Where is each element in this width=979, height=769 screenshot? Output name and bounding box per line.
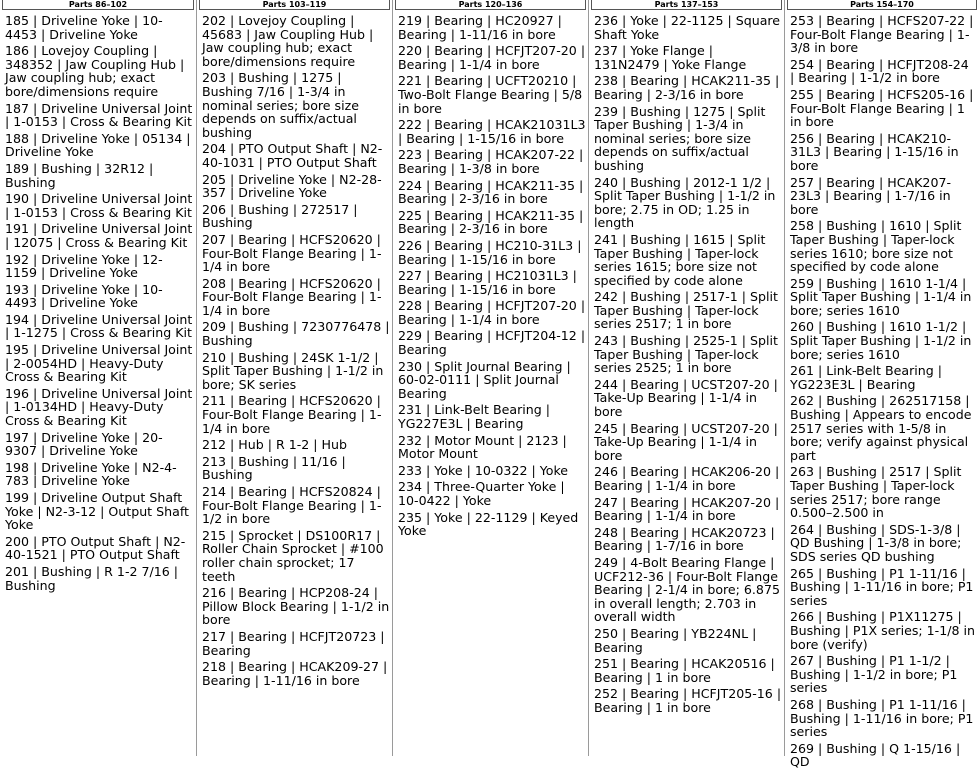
- part-entry: 220 | Bearing | HCFJT207-20 | Bearing | 1-1/4 in bore: [398, 43, 586, 72]
- parts-entry-list: [393, 10, 588, 538]
- part-entry: 239 | Bushing | 1275 | Split Taper Bushing | 1-3/4 in nominal series; bore size depends on suffix/actual bushing: [594, 103, 766, 173]
- part-entry: 190 | Driveline Universal Joint | 1-0153 | Cross & Bearing Kit: [5, 191, 193, 220]
- part-entry: 249 | 4-Bolt Bearing Flange | UCF212-36 | Four-Bolt Flange Bearing | 2-1/4 in bore; 6.875 in overall length; 2.703 in overall width: [594, 554, 780, 625]
- part-entry: 196 | Driveline Universal Joint | 1-0134HD | Heavy-Duty Cross & Bearing Kit: [5, 385, 193, 429]
- part-entry: 226 | Bearing | HC210-31L3 | Bearing | 1-15/16 in bore: [398, 237, 582, 267]
- part-entry: 186 | Lovejoy Coupling | 348352 | Jaw Coupling Hub | Jaw coupling hub; exact bore/dimensions require: [5, 43, 185, 99]
- part-entry: 229 | Bearing | HCFJT204-12 | Bearing: [398, 328, 586, 358]
- part-entry: 211 | Bearing | HCFS20620 | Four-Bolt Flange Bearing | 1-1/4 in bore: [202, 393, 382, 436]
- part-entry: 192 | Driveline Yoke | 12-1159 | Driveline Yoke: [5, 251, 163, 281]
- column-header: Parts 86–102: [2, 0, 194, 10]
- parts-column-1: [0, 0, 197, 756]
- part-entry: 218 | Bearing | HCAK209-27 | Bearing | 1-11/16 in bore: [202, 659, 388, 688]
- part-entry: 227 | Bearing | HC21031L3 | Bearing | 1-15/16 in bore: [398, 268, 577, 297]
- part-entry: 245 | Bearing | UCST207-20 | Take-Up Bearing | 1-1/4 in bore: [594, 420, 778, 463]
- parts-entry-list: [589, 10, 784, 715]
- parts-entry-list: [197, 10, 392, 687]
- part-entry: 198 | Driveline Yoke | N2-4-783 | Driveline Yoke: [5, 459, 177, 489]
- part-entry: 223 | Bearing | HCAK207-22 | Bearing | 1-3/8 in bore: [398, 147, 584, 176]
- part-entry: 204 | PTO Output Shaft | N2-40-1031 | PTO Output Shaft: [202, 141, 383, 170]
- parts-column-2: [197, 0, 393, 756]
- part-entry: 265 | Bushing | P1 1-11/16 | Bushing | 1-11/16 in bore; P1 series: [790, 565, 974, 608]
- part-entry: 185 | Driveline Yoke | 10-4453 | Driveline Yoke: [5, 13, 163, 42]
- part-entry: 221 | Bearing | UCFT20210 | Two-Bolt Flange Bearing | 5/8 in bore: [398, 73, 583, 116]
- part-entry: 214 | Bearing | HCFS20824 | Four-Bolt Flange Bearing | 1-1/2 in bore: [202, 484, 382, 527]
- part-entry: 256 | Bearing | HCAK210-31L3 | Bearing | 1-15/16 in bore: [790, 130, 959, 173]
- part-entry: 261 | Link-Belt Bearing | YG223E3L | Bearing: [790, 363, 943, 392]
- part-entry: 242 | Bushing | 2517-1 | Split Taper Bushing | Taper-lock series 2517; 1 in bore: [594, 289, 778, 332]
- part-entry: 247 | Bearing | HCAK207-20 | Bearing | 1-1/4 in bore: [594, 494, 780, 524]
- part-entry: 210 | Bushing | 24SK 1-1/2 | Split Taper Bushing | 1-1/2 in bore; SK series: [202, 349, 384, 392]
- part-entry: 254 | Bearing | HCFJT208-24 | Bearing | 1-1/2 in bore: [790, 56, 969, 86]
- part-entry: 248 | Bearing | HCAK20723 | Bearing | 1-7/16 in bore: [594, 524, 775, 554]
- part-entry: 228 | Bearing | HCFJT207-20 | Bearing | 1-1/4 in bore: [398, 298, 586, 327]
- part-entry: 199 | Driveline Output Shaft Yoke | N2-3-12 | Output Shaft Yoke: [5, 490, 189, 533]
- part-entry: 224 | Bearing | HCAK211-35 | Bearing | 2-3/16 in bore: [398, 177, 584, 207]
- parts-column-4: [589, 0, 785, 756]
- part-entry: 243 | Bushing | 2525-1 | Split Taper Bushing | Taper-lock series 2525; 1 in bore: [594, 333, 778, 376]
- part-entry: 267 | Bushing | P1 1-1/2 | Bushing | 1-1/2 in bore; P1 series: [790, 653, 958, 696]
- part-entry: 208 | Bearing | HCFS20620 | Four-Bolt Flange Bearing | 1-1/4 in bore: [202, 275, 382, 318]
- part-entry: 251 | Bearing | HCAK20516 | Bearing | 1 in bore: [594, 656, 775, 685]
- part-entry: 193 | Driveline Yoke | 10-4493 | Driveline Yoke: [5, 281, 163, 311]
- part-entry: 207 | Bearing | HCFS20620 | Four-Bolt Flange Bearing | 1-1/4 in bore: [202, 231, 382, 275]
- part-entry: 268 | Bushing | P1 1-11/16 | Bushing | 1-11/16 in bore; P1 series: [790, 696, 974, 740]
- part-entry: 246 | Bearing | HCAK206-20 | Bearing | 1-1/4 in bore: [594, 464, 780, 493]
- part-entry: 215 | Sprocket | DS100R17 | Roller Chain Sprocket | #100 roller chain sprocket; 17 teeth: [202, 527, 384, 584]
- parts-entry-list: [785, 10, 979, 769]
- part-entry: 269 | Bushing | Q 1-15/16 | QD: [790, 740, 961, 769]
- column-header: Parts 120–136: [395, 0, 586, 10]
- part-entry: 240 | Bushing | 2012-1 1/2 | Split Taper Bushing | 1-1/2 in bore; 2.75 in OD; 1.25 in length: [594, 174, 776, 231]
- part-entry: 217 | Bearing | HCFJT20723 | Bearing: [202, 628, 385, 658]
- part-entry: 205 | Driveline Yoke | N2-28-357 | Driveline Yoke: [202, 171, 382, 201]
- part-entry: 266 | Bushing | P1X11275 | Bushing | P1X series; 1-1/8 in bore (verify): [790, 609, 975, 652]
- part-entry: 231 | Link-Belt Bearing | YG227E3L | Bearing: [398, 402, 551, 432]
- part-entry: 260 | Bushing | 1610 1-1/2 | Split Taper Bushing | 1-1/2 in bore; series 1610: [790, 319, 972, 362]
- part-entry: 209 | Bushing | 7230776478 | Bushing: [202, 319, 390, 349]
- part-entry: 241 | Bushing | 1615 | Split Taper Bushing | Taper-lock series 1615; bore size not specified by code alone: [594, 231, 766, 288]
- part-entry: 212 | Hub | R 1-2 | Hub: [202, 437, 348, 453]
- parts-entry-list: [0, 10, 196, 592]
- part-entry: 222 | Bearing | HCAK21031L3 | Bearing | 1-15/16 in bore: [398, 117, 586, 146]
- part-entry: 230 | Split Journal Bearing | 60-02-0111 | Split Journal Bearing: [398, 358, 571, 401]
- part-entry: 206 | Bushing | 272517 | Bushing: [202, 201, 358, 231]
- column-header: Parts 137–153: [591, 0, 782, 10]
- part-entry: 237 | Yoke Flange | 131N2479 | Yoke Flange: [594, 43, 747, 72]
- part-entry: 233 | Yoke | 10-0322 | Yoke: [398, 462, 569, 478]
- parts-column-3: [393, 0, 589, 756]
- part-entry: 250 | Bearing | YB224NL | Bearing: [594, 625, 757, 655]
- part-entry: 203 | Bushing | 1275 | Bushing 7/16 | 1-3/4 in nominal series; bore size depends on suffix/actual bushing: [202, 70, 359, 140]
- part-entry: 257 | Bearing | HCAK207-23L3 | Bearing | 1-7/16 in bore: [790, 174, 952, 217]
- parts-column-5: [785, 0, 979, 769]
- part-entry: 232 | Motor Mount | 2123 | Motor Mount: [398, 432, 567, 462]
- part-entry: 252 | Bearing | HCFJT205-16 | Bearing | 1 in bore: [594, 686, 782, 715]
- part-entry: 244 | Bearing | UCST207-20 | Take-Up Bearing | 1-1/4 in bore: [594, 376, 778, 420]
- part-entry: 225 | Bearing | HCAK211-35 | Bearing | 2-3/16 in bore: [398, 207, 584, 237]
- part-entry: 238 | Bearing | HCAK211-35 | Bearing | 2-3/16 in bore: [594, 73, 780, 102]
- part-entry: 201 | Bushing | R 1-2 7/16 | Bushing: [5, 563, 179, 593]
- part-entry: 264 | Bushing | SDS-1-3/8 | QD Bushing | 1-3/8 in bore; SDS series QD bushing: [790, 521, 962, 564]
- part-entry: 255 | Bearing | HCFS205-16 | Four-Bolt Flange Bearing | 1 in bore: [790, 86, 974, 130]
- part-entry: 191 | Driveline Universal Joint | 12075 | Cross & Bearing Kit: [5, 221, 193, 250]
- column-header: Parts 154–170: [787, 0, 977, 10]
- part-entry: 219 | Bearing | HC20927 | Bearing | 1-11/16 in bore: [398, 13, 562, 42]
- part-entry: 259 | Bushing | 1610 1-1/4 | Split Taper Bushing | 1-1/4 in bore; series 1610: [790, 275, 972, 318]
- part-entry: 188 | Driveline Yoke | 05134 | Driveline Yoke: [5, 130, 191, 160]
- part-entry: 216 | Bearing | HCP208-24 | Pillow Block Bearing | 1-1/2 in bore: [202, 585, 390, 628]
- part-entry: 234 | Three-Quarter Yoke | 10-0422 | Yoke: [398, 479, 565, 508]
- part-entry: 200 | PTO Output Shaft | N2-40-1521 | PTO Output Shaft: [5, 533, 186, 563]
- part-entry: 236 | Yoke | 22-1125 | Square Shaft Yoke: [594, 13, 781, 42]
- part-entry: 202 | Lovejoy Coupling | 45683 | Jaw Coupling Hub | Jaw coupling hub; exact bore/dimensions require: [202, 13, 374, 69]
- part-entry: 263 | Bushing | 2517 | Split Taper Bushing | Taper-lock series 2517; bore range 0.500–2.500 in: [790, 464, 962, 521]
- part-entry: 197 | Driveline Yoke | 20-9307 | Driveline Yoke: [5, 429, 163, 459]
- part-entry: 195 | Driveline Universal Joint | 2-0054HD | Heavy-Duty Cross & Bearing Kit: [5, 342, 193, 385]
- part-entry: 258 | Bushing | 1610 | Split Taper Bushing | Taper-lock series 1610; bore size not specified by code alone: [790, 218, 962, 275]
- part-entry: 189 | Bushing | 32R12 | Bushing: [5, 160, 154, 190]
- part-entry: 235 | Yoke | 22-1129 | Keyed Yoke: [398, 509, 579, 539]
- column-header: Parts 103–119: [199, 0, 390, 10]
- part-entry: 187 | Driveline Universal Joint | 1-0153 | Cross & Bearing Kit: [5, 100, 193, 130]
- part-entry: 262 | Bushing | 262517158 | Bushing | Appears to encode 2517 series with 1-5/8 in bore; verify against physical part: [790, 393, 972, 463]
- part-entry: 194 | Driveline Universal Joint | 1-1275 | Cross & Bearing Kit: [5, 311, 193, 341]
- part-entry: 253 | Bearing | HCFS207-22 | Four-Bolt Flange Bearing | 1-3/8 in bore: [790, 13, 974, 56]
- part-entry: 213 | Bushing | 11/16 | Bushing: [202, 453, 346, 483]
